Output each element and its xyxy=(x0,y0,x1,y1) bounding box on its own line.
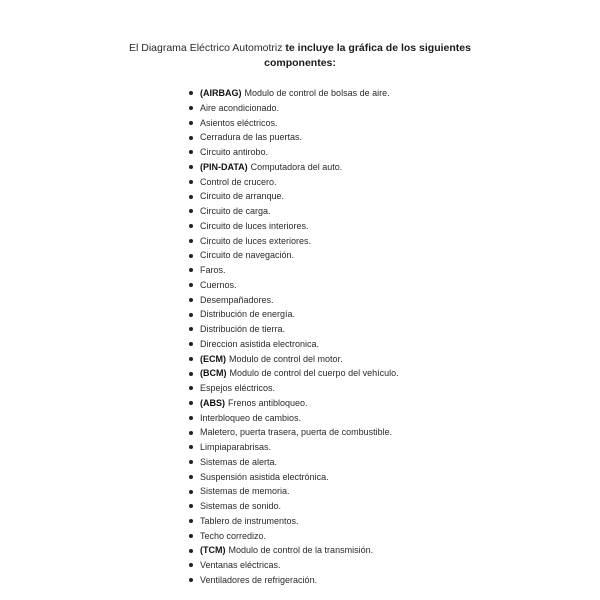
list-item xyxy=(189,248,399,263)
bullet-icon xyxy=(189,563,193,567)
bullet-icon xyxy=(189,386,193,390)
list-item xyxy=(189,86,399,101)
bullet-icon xyxy=(189,121,193,125)
list-item-text: Maletero, puerta trasera, puerta de combustible. xyxy=(200,427,393,438)
list-item xyxy=(189,396,399,411)
list-item-abbreviation: (BCM) xyxy=(200,368,227,379)
list-item xyxy=(189,219,399,234)
list-item xyxy=(189,425,399,440)
list-item xyxy=(189,130,399,145)
list-item-text: Circuito de carga. xyxy=(200,206,271,216)
list-item-text: Modulo de control de bolsas de aire. xyxy=(244,88,390,98)
list-item-text: Ventiladores de refrigeración. xyxy=(200,574,318,585)
list-item-text: Sistemas de memoria. xyxy=(200,486,290,497)
list-item-text: Desempañadores. xyxy=(200,294,274,305)
bullet-icon xyxy=(189,549,193,553)
intro-paragraph xyxy=(120,41,480,71)
list-item-abbreviation: (TCM) xyxy=(200,545,226,556)
list-item xyxy=(189,529,399,544)
list-item-text: Distribución de tierra. xyxy=(200,324,286,334)
bullet-icon xyxy=(189,298,193,302)
bullet-icon xyxy=(189,431,193,435)
list-item xyxy=(189,160,399,175)
list-item xyxy=(189,322,399,337)
list-item-abbreviation: (ABS) xyxy=(200,397,225,408)
list-item-abbreviation: (ECM) xyxy=(200,353,226,364)
bullet-icon xyxy=(189,372,193,376)
list-item xyxy=(189,484,399,499)
intro-bold-text: te incluye la gráfica de los siguientes componentes: xyxy=(264,42,471,69)
list-item-text: Direccion asistida electronica. xyxy=(200,338,320,349)
bullet-icon xyxy=(189,239,193,243)
list-item-text: Frenos antibloqueo. xyxy=(228,397,308,408)
list-item-text: Tablero de instrumentos. xyxy=(200,515,299,526)
bullet-icon xyxy=(189,91,193,95)
list-item xyxy=(189,293,399,308)
list-item xyxy=(189,470,399,485)
list-item-text: Sistemas de alerta. xyxy=(200,456,278,467)
intro-normal-text: El Diagrama Eléctrico Automotriz xyxy=(129,42,283,54)
list-item-text: Techo corredizo. xyxy=(200,530,267,541)
list-item xyxy=(189,499,399,514)
list-item-text: Circuito de luces interiores. xyxy=(200,220,309,231)
list-item-text: Circuito antirobo. xyxy=(200,147,269,157)
list-item-text: Cerradura de las puertas. xyxy=(200,132,303,143)
list-item xyxy=(189,352,399,367)
bullet-icon xyxy=(189,342,193,346)
bullet-icon xyxy=(189,401,193,405)
list-item xyxy=(189,558,399,573)
list-item xyxy=(189,307,399,322)
list-item xyxy=(189,116,399,131)
list-item-text: Computadora del auto. xyxy=(250,161,343,172)
bullet-icon xyxy=(189,165,193,169)
bullet-icon xyxy=(189,445,193,449)
bullet-icon xyxy=(189,180,193,184)
list-item-text: Interbloqueo de cambios. xyxy=(200,412,302,423)
list-item-text: Ventanas eléctricas. xyxy=(200,560,281,570)
list-item-text: Faros. xyxy=(200,265,226,275)
list-item-text: Limpiaparabrisas. xyxy=(200,442,272,452)
bullet-icon xyxy=(189,490,193,494)
list-item xyxy=(189,145,399,160)
list-item xyxy=(189,455,399,470)
list-item-text: Circuito de luces exteriores. xyxy=(200,235,312,246)
list-item-text: Suspensión asistida electrónica. xyxy=(200,471,329,482)
list-item xyxy=(189,278,399,293)
bullet-icon xyxy=(189,357,193,361)
bullet-icon xyxy=(189,313,193,317)
list-item-text: Circuito de arranque. xyxy=(200,191,285,202)
list-item xyxy=(189,101,399,116)
list-item-text: Modulo de control del cuerpo del vehículo. xyxy=(229,368,399,379)
list-item-text: Sistemas de sonido. xyxy=(200,501,282,511)
bullet-icon xyxy=(189,475,193,479)
list-item xyxy=(189,543,399,558)
list-item-text: Cuernos. xyxy=(200,279,237,290)
bullet-icon xyxy=(189,504,193,508)
bullet-icon xyxy=(189,416,193,420)
list-item-text: Aire acondicionado. xyxy=(200,102,280,113)
list-item xyxy=(189,204,399,219)
component-list xyxy=(189,86,399,588)
bullet-icon xyxy=(189,460,193,464)
list-item-text: Modulo de control de la transmisión. xyxy=(228,545,374,556)
bullet-icon xyxy=(189,268,193,272)
bullet-icon xyxy=(189,195,193,199)
list-item-abbreviation: (AIRBAG) xyxy=(200,88,242,98)
list-item-text: Control de crucero. xyxy=(200,176,277,187)
bullet-icon xyxy=(189,224,193,228)
list-item xyxy=(189,189,399,204)
list-item xyxy=(189,175,399,190)
list-item xyxy=(189,234,399,249)
list-item xyxy=(189,381,399,396)
list-item xyxy=(189,573,399,588)
bullet-icon xyxy=(189,150,193,154)
list-item xyxy=(189,263,399,278)
list-item-text: Espejos eléctricos. xyxy=(200,383,276,393)
bullet-icon xyxy=(189,578,193,582)
list-item xyxy=(189,366,399,381)
bullet-icon xyxy=(189,327,193,331)
list-item-text: Asientos eléctricos. xyxy=(200,117,278,128)
list-item-abbreviation: (PIN-DATA) xyxy=(200,161,248,172)
bullet-icon xyxy=(189,209,193,213)
list-item-text: Circuito de navegación. xyxy=(200,250,295,261)
bullet-icon xyxy=(189,254,193,258)
bullet-icon xyxy=(189,106,193,110)
bullet-icon xyxy=(189,519,193,523)
list-item-text: Modulo de control del motor. xyxy=(229,353,343,364)
list-item xyxy=(189,411,399,426)
list-item xyxy=(189,337,399,352)
list-item xyxy=(189,440,399,455)
bullet-icon xyxy=(189,534,193,538)
bullet-icon xyxy=(189,283,193,287)
bullet-icon xyxy=(189,136,193,140)
list-item xyxy=(189,514,399,529)
list-item-text: Distribución de energía. xyxy=(200,309,296,320)
